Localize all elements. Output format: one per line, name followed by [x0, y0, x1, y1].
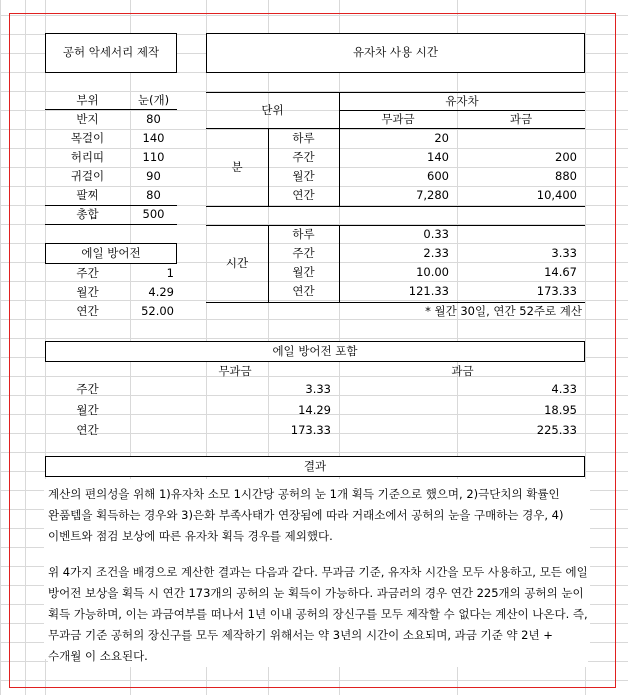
usage-free-value: 10.00: [416, 265, 449, 279]
usage-hour-label: 시간: [225, 256, 249, 270]
defense-label: 월간: [76, 285, 99, 299]
usage-free-value: 600: [427, 169, 449, 183]
acc-part: 귀걸이: [70, 169, 105, 183]
usage-free-value: 0.33: [423, 227, 449, 241]
included-free-value: 173.33: [290, 423, 331, 437]
included-paid-value: 18.95: [544, 403, 577, 417]
usage-period: 주간: [292, 150, 315, 164]
defense-label: 주간: [76, 266, 99, 280]
usage-period: 월간: [292, 169, 315, 183]
acc-part: 반지: [76, 112, 99, 126]
usage-free-value: 7,280: [416, 188, 449, 202]
usage-paid-value: 3.33: [551, 246, 577, 260]
defense-value: 52.00: [141, 304, 174, 318]
acc-eye: 80: [146, 188, 161, 202]
usage-paid-value: 173.33: [536, 284, 577, 298]
usage-paid-value: 10,400: [536, 188, 577, 202]
usage-period: 하루: [292, 227, 315, 241]
acc-head-part: 부위: [76, 93, 99, 107]
defense-label: 연간: [76, 304, 99, 318]
acc-total-value: 500: [142, 207, 165, 221]
included-paid-label: 과금: [451, 364, 474, 378]
usage-paid-value: 880: [555, 169, 577, 183]
usage-period: 연간: [292, 188, 315, 202]
acc-part: 팔찌: [76, 188, 99, 202]
result-paragraph-2: 위 4가지 조건을 배경으로 계산한 결과는 다음과 같다. 무과금 기준, 유자차 시간을 모두 사용하고, 모든 에일 방어전 보상을 획득 시 연간 173개의 공허의 눈 획득이 가능하다. 과금러의 경우 연간 225개의 공허의 눈이 획득 가능하며, 이는 과금여부를 떠나서 1년 이내 공허의 장신구를 모두 제작할 수 없다는 계산이 나온다. 즉, 무과금 기준 공허의 장신구를 모두 제작하기 위해서는 약 3년의 시간이 소요되며, 과금 기준 약 2년 + 수개월 이 소요된다.: [48, 562, 588, 667]
usage-paid-label: 과금: [509, 112, 533, 126]
acc-eye: 110: [142, 150, 165, 164]
included-label: 주간: [76, 382, 99, 396]
acc-head-eye: 눈(개): [137, 93, 170, 107]
usage-yuja-label: 유자차: [445, 94, 479, 108]
defense-value: 4.29: [148, 285, 174, 299]
acc-total-label: 총합: [76, 207, 99, 221]
included-title: 에일 방어전 포함: [272, 344, 358, 358]
usage-title: 유자차 사용 시간: [352, 45, 439, 59]
included-label: 연간: [76, 423, 99, 437]
usage-free-value: 20: [434, 131, 449, 145]
usage-note: * 월간 30일, 연간 52주로 계산: [425, 304, 582, 318]
usage-unit-label: 단위: [261, 103, 284, 117]
result-paragraph-1: 계산의 편의성을 위해 1)유자차 소모 1시간당 공허의 눈 1개 획득 기준으로 했으며, 2)극단치의 확률인 완품템을 획득하는 경우와 3)은화 부족사태가 연장됨에 따라 거래소에서 공허의 눈을 구매하는 경우, 4)이벤트와 점검 보상에 따른 유자차 획득 경우를 제외했다.: [48, 484, 588, 547]
included-free-value: 14.29: [298, 403, 331, 417]
usage-free-value: 121.33: [408, 284, 449, 298]
acc-part: 목걸이: [70, 131, 105, 145]
included-label: 월간: [76, 403, 99, 417]
defense-title: 에일 방어전: [81, 246, 141, 260]
acc-eye: 90: [146, 169, 161, 183]
usage-period: 하루: [292, 131, 315, 145]
usage-free-value: 140: [427, 150, 449, 164]
acc-eye: 140: [142, 131, 165, 145]
usage-paid-value: 14.67: [544, 265, 577, 279]
usage-period: 월간: [292, 265, 315, 279]
included-free-label: 무과금: [218, 364, 252, 378]
acc-eye: 80: [146, 112, 161, 126]
usage-period: 연간: [292, 284, 315, 298]
usage-period: 주간: [292, 246, 315, 260]
print-area-border: [9, 13, 616, 688]
usage-free-value: 2.33: [423, 246, 449, 260]
included-paid-value: 4.33: [551, 382, 577, 396]
usage-paid-value: 200: [555, 150, 577, 164]
result-title: 결과: [303, 459, 327, 473]
usage-minute-label: 분: [231, 160, 243, 174]
defense-value: 1: [166, 266, 174, 280]
acc-part: 허리띠: [70, 150, 105, 164]
usage-free-label: 무과금: [381, 112, 415, 126]
accessory-title: 공허 악세서리 제작: [62, 45, 160, 59]
included-free-value: 3.33: [305, 382, 331, 396]
included-paid-value: 225.33: [536, 423, 577, 437]
